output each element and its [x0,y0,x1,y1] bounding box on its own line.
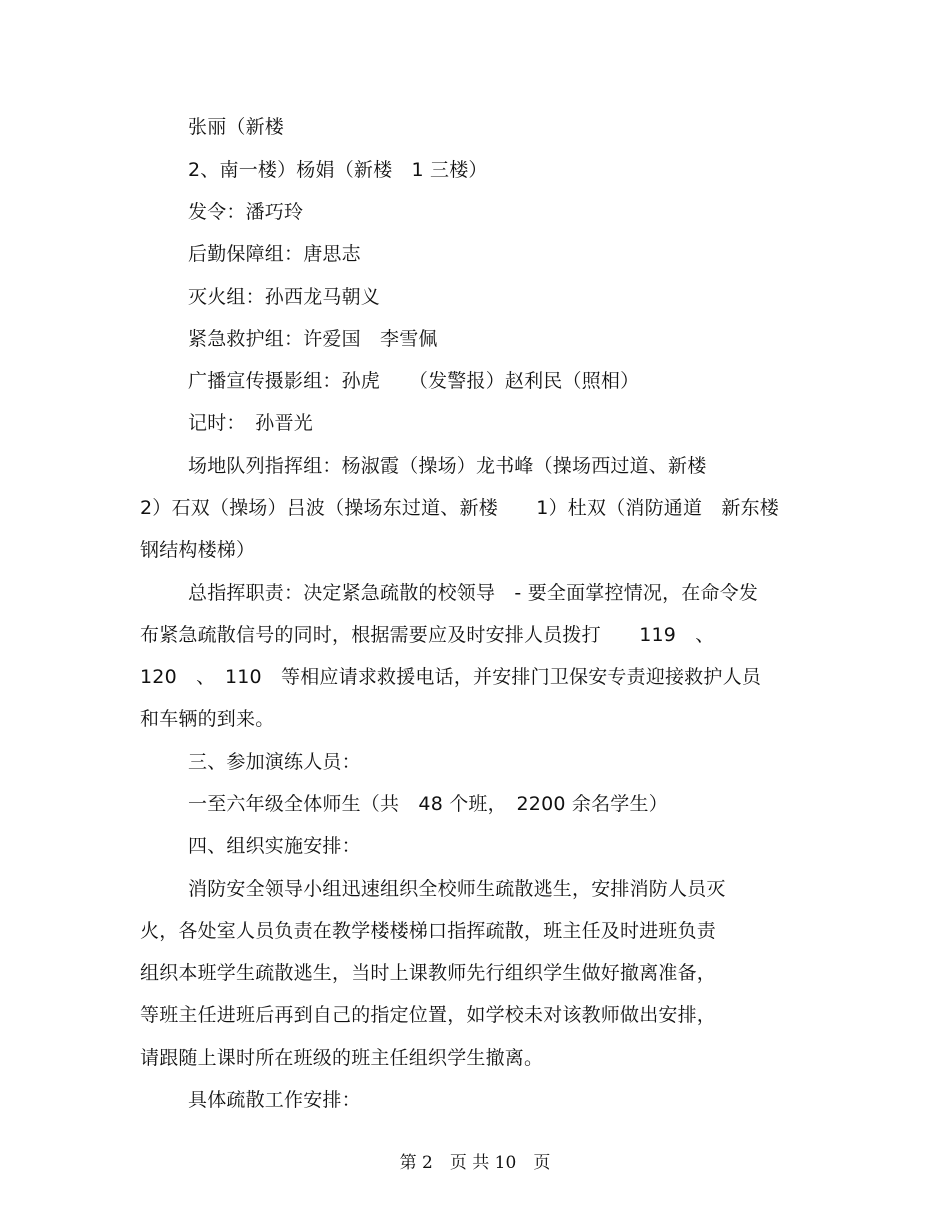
section-heading: 三、参加演练人员： [188,751,361,773]
text-line: 火，各处室人员负责在教学楼楼梯口指挥疏散，班主任及时进班负责 [140,920,717,942]
text-line: 广播宣传摄影组：孙虎 （发警报）赵利民（照相） [188,370,640,392]
text-line: 钢结构楼梯） [140,539,256,561]
text-line: 布紧急疏散信号的同时，根据需要应及时安排人员拨打 119 、 [140,624,715,646]
page-number-footer: 第 2 页 共 10 页 [399,1153,551,1173]
text-line: 2）石双（操场）吕波（操场东过道、新楼 1）杜双（消防通道 新东楼 [140,497,779,519]
text-line: 2、南一楼）杨娟（新楼 1 三楼） [188,159,488,181]
text-line: 后勤保障组：唐思志 [188,243,361,265]
text-line: 紧急救护组：许爱国 李雪佩 [188,328,438,350]
text-line: 组织本班学生疏散逃生，当时上课教师先行组织学生做好撤离准备， [140,962,717,984]
text-line: 张丽（新楼 [188,116,285,138]
text-line: 场地队列指挥组：杨淑霞（操场）龙书峰（操场西过道、新楼 [188,455,707,477]
text-line: 和车辆的到来。 [140,708,275,730]
text-line: 发令：潘巧玲 [188,201,304,223]
text-line: 具体疏散工作安排： [188,1089,361,1111]
text-line: 灭火组：孙西龙马朝义 [188,286,381,308]
text-line: 记时： 孙晋光 [188,412,313,434]
text-line: 请跟随上课时所在班级的班主任组织学生撤离。 [140,1047,544,1069]
text-line: 消防安全领导小组迅速组织全校师生疏散逃生，安排消防人员灭 [188,878,726,900]
text-line: 一至六年级全体师生（共 48 个班， 2200 余名学生） [188,793,668,815]
section-heading: 四、组织实施安排： [188,835,361,857]
text-line: 120 、 110 等相应请求救援电话，并安排门卫保安专责迎接救护人员 [140,666,762,688]
text-line: 等班主任进班后再到自己的指定位置，如学校未对该教师做出安排， [140,1004,717,1026]
text-line: 总指挥职责：决定紧急疏散的校领导 - 要全面掌控情况，在命令发 [188,582,759,604]
